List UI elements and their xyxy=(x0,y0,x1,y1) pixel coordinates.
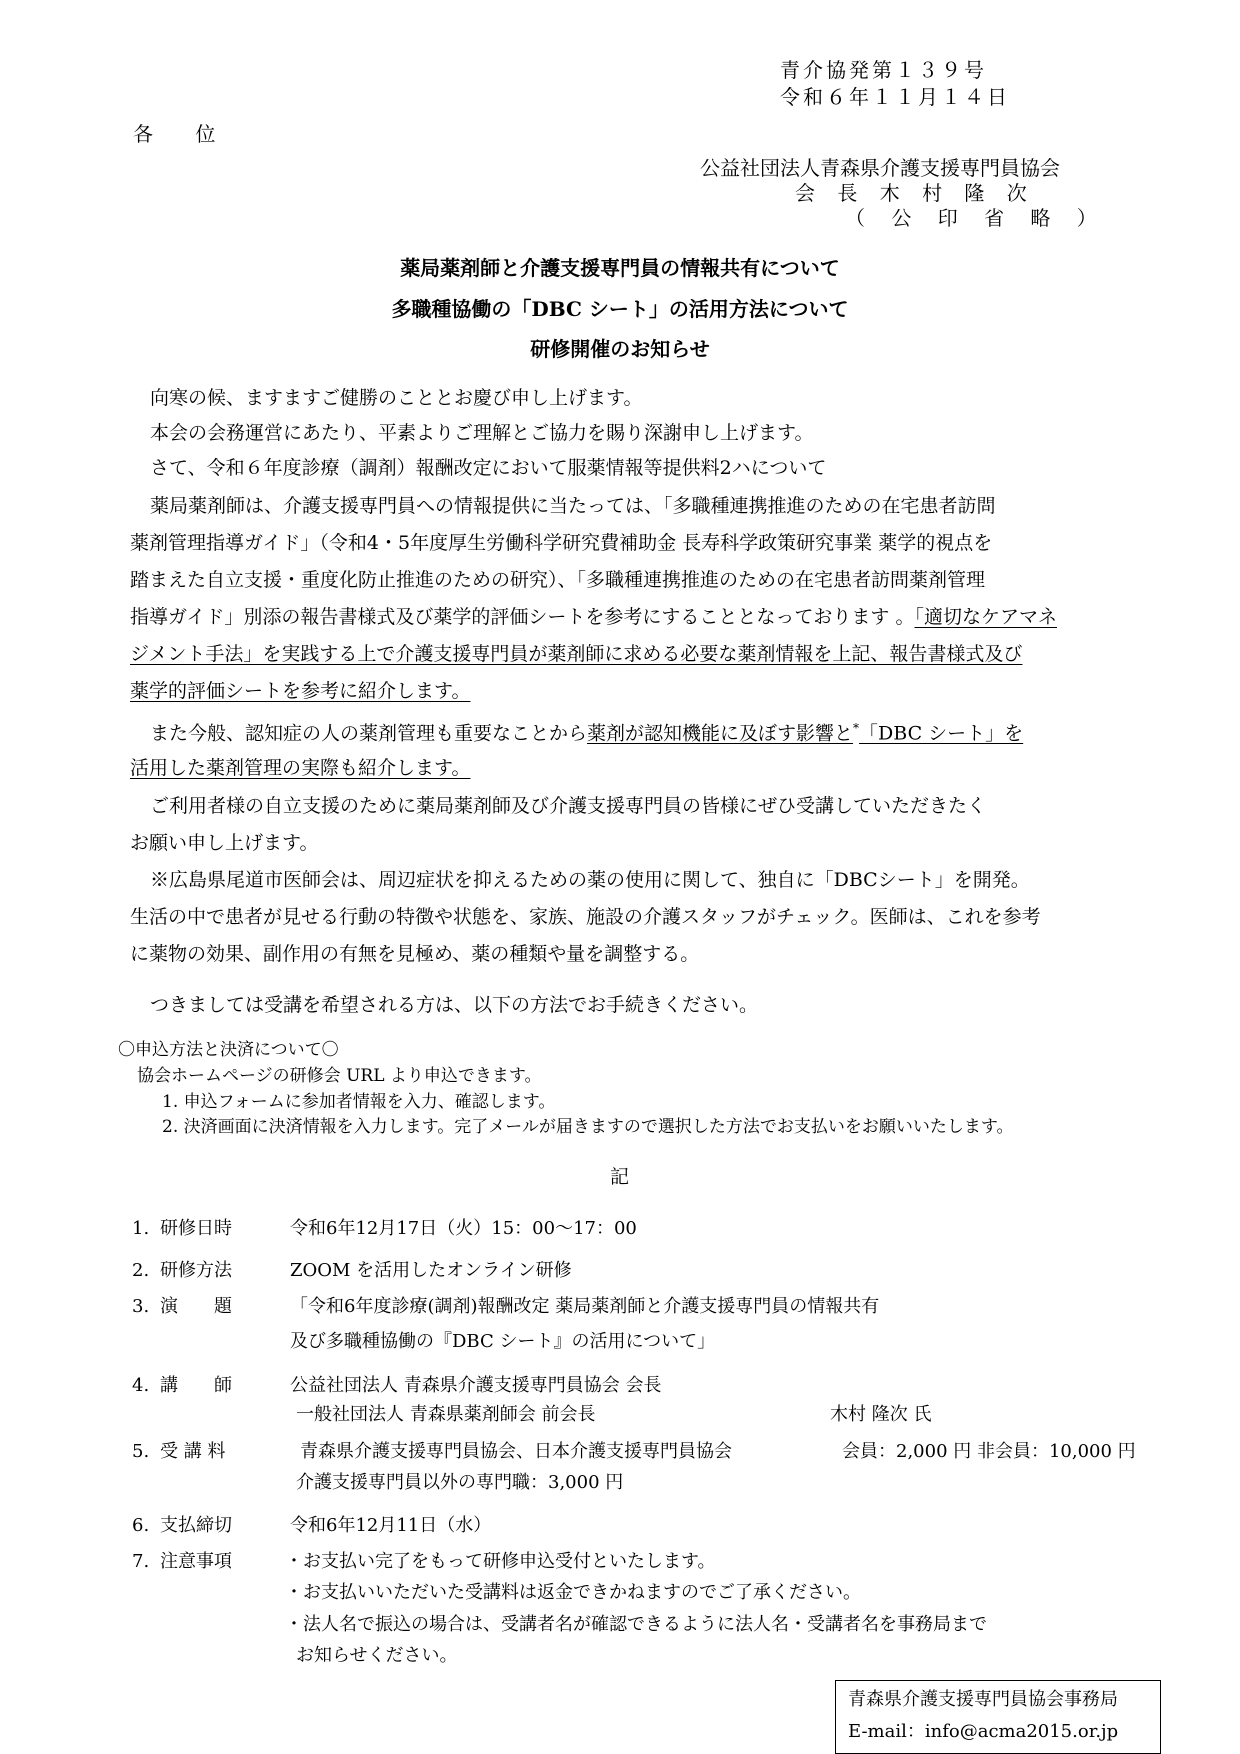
underlined-text: 「適切なケアマネ xyxy=(914,606,1057,628)
footnote-line: ※広島県尾道市医師会は、周辺症状を抑えるための薬の使用に関して、独自に「DBCシート」を開発。 xyxy=(150,869,1030,891)
detail-number: 3. xyxy=(132,1296,150,1317)
detail-label: 受 講 料 xyxy=(160,1441,226,1462)
body-line: ご利用者様の自立支援のために薬局薬剤師及び介護支援専門員の皆様にぜひ受講していただきたく xyxy=(150,795,987,817)
body-line: お願い申し上げます。 xyxy=(130,832,319,854)
greeting-paragraph: 向寒の候、ますますご健勝のこととお慶び申し上げます。 xyxy=(150,387,643,409)
body-line xyxy=(130,608,1057,627)
seal-omitted-note: （ 公 印 省 略 ） xyxy=(845,206,1107,230)
detail-value: ・お支払い完了をもって研修申込受付といたします。 xyxy=(285,1551,716,1572)
closing-paragraph: つきましては受講を希望される方は、以下の方法でお手続きください。 xyxy=(150,994,759,1016)
footnote-line: に薬物の効果、副作用の有無を見極め、薬の種類や量を調整する。 xyxy=(130,943,700,965)
ki-heading: 記 xyxy=(610,1166,630,1188)
application-step: 2. 決済画面に決済情報を入力します。完了メールが届きますので選択した方法でお支払いをお願いいたします。 xyxy=(162,1117,1014,1137)
detail-value: 及び多職種協働の『DBC シート』の活用について」 xyxy=(290,1331,716,1352)
detail-value: ・お支払いいただいた受講料は返金できかねますのでご了承ください。 xyxy=(285,1582,861,1603)
title-line-2: 多職種協働の「DBC シート」の活用方法について xyxy=(391,297,849,321)
detail-label: 講 師 xyxy=(160,1375,232,1396)
detail-label: 注意事項 xyxy=(160,1551,232,1572)
detail-label: 研修方法 xyxy=(160,1260,232,1281)
title-line-1: 薬局薬剤師と介護支援専門員の情報共有について xyxy=(400,256,840,280)
detail-label: 研修日時 xyxy=(160,1218,232,1239)
detail-value: 令和6年12月17日（火）15：00～17：00 xyxy=(290,1218,637,1239)
sender-president: 会 長 木 村 隆 次 xyxy=(795,181,1035,205)
title-line-3: 研修開催のお知らせ xyxy=(530,337,710,361)
underlined-text: 「DBC シート」を xyxy=(859,722,1024,745)
detail-number: 4. xyxy=(132,1375,150,1396)
body-text: また今般、認知症の人の薬剤管理も重要なことから xyxy=(150,722,588,745)
detail-number: 5. xyxy=(132,1441,150,1462)
underlined-body-line: 薬学的評価シートを参考に紹介します。 xyxy=(130,680,471,702)
detail-number: 1. xyxy=(132,1218,150,1239)
body-line xyxy=(150,722,1023,743)
body-line: 踏まえた自立支援・重度化防止推進のための研究）、「多職種連携推進のための在宅患者訪問薬剤管理 xyxy=(130,569,986,591)
contact-box xyxy=(835,1680,1161,1754)
addressee: 各 位 xyxy=(133,122,234,146)
contact-email: E-mail：info@acma2015.or.jp xyxy=(848,1721,1119,1742)
detail-value: 「令和6年度診療(調剤)報酬改定 薬局薬剤師と介護支援専門員の情報共有 xyxy=(290,1296,880,1317)
detail-label: 演 題 xyxy=(160,1296,232,1317)
application-step: 1. 申込フォームに参加者情報を入力、確認します。 xyxy=(162,1092,556,1112)
detail-value: 介護支援専門員以外の専門職：3,000 円 xyxy=(296,1472,624,1493)
document-number: 青介協発第１３９号 xyxy=(780,58,987,82)
detail-value: 青森県介護支援専門員協会、日本介護支援専門員協会 xyxy=(300,1441,732,1462)
thanks-paragraph: 本会の会務運営にあたり、平素よりご理解とご協力を賜り深謝申し上げます。 xyxy=(150,422,814,444)
body-line: 薬局薬剤師は、介護支援専門員への情報提供に当たっては、「多職種連携推進のための在宅患者訪問 xyxy=(150,495,996,517)
detail-value: 令和6年12月11日（水） xyxy=(290,1515,492,1536)
underlined-body-line: 活用した薬剤管理の実際も紹介します。 xyxy=(130,757,471,779)
body-text: 指導ガイド」別添の報告書様式及び薬学的評価シートを参考にすることとなっております 。 xyxy=(130,606,915,628)
detail-value: ・法人名で振込の場合は、受講者名が確認できるように法人名・受講者名を事務局まで xyxy=(285,1614,987,1635)
detail-value: 公益社団法人 青森県介護支援専門員協会 会長 xyxy=(290,1375,662,1396)
contact-office: 青森県介護支援専門員協会事務局 xyxy=(848,1689,1118,1710)
detail-value: 一般社団法人 青森県薬剤師会 前会長 xyxy=(296,1404,596,1425)
sender-organization: 公益社団法人青森県介護支援専門員協会 xyxy=(700,156,1060,180)
intro-paragraph: さて、令和６年度診療（調剤）報酬改定において服薬情報等提供料2ハについて xyxy=(150,457,827,479)
fee-amounts: 会員：2,000 円 非会員：10,000 円 xyxy=(842,1441,1136,1462)
underlined-body-line: ジメント手法」を実践する上で介護支援専門員が薬剤師に求める必要な薬剤情報を上記、報告書様式及び xyxy=(130,643,1023,665)
detail-value: ZOOM を活用したオンライン研修 xyxy=(290,1260,572,1281)
detail-value: お知らせください。 xyxy=(296,1645,458,1666)
body-line: 薬剤管理指導ガイド」（令和4・5年度厚生労働科学研究費補助金 長寿科学政策研究事業 薬学的視点を xyxy=(130,532,993,554)
issue-date: 令和６年１１月１４日 xyxy=(780,85,1010,109)
detail-number: 6. xyxy=(132,1515,150,1536)
detail-number: 7. xyxy=(132,1551,150,1572)
footnote-marker: * xyxy=(853,721,860,735)
application-intro: 協会ホームページの研修会 URL より申込できます。 xyxy=(137,1066,542,1086)
detail-label: 支払締切 xyxy=(160,1515,232,1536)
footnote-line: 生活の中で患者が見せる行動の特徴や状態を、家族、施設の介護スタッフがチェック。医師は、これを参考 xyxy=(130,906,1041,928)
application-heading: 〇申込方法と決済について〇 xyxy=(118,1040,339,1060)
detail-number: 2. xyxy=(132,1260,150,1281)
underlined-text: 薬剤が認知機能に及ぼす影響と xyxy=(587,722,854,745)
lecturer-name: 木村 隆次 氏 xyxy=(830,1404,932,1425)
